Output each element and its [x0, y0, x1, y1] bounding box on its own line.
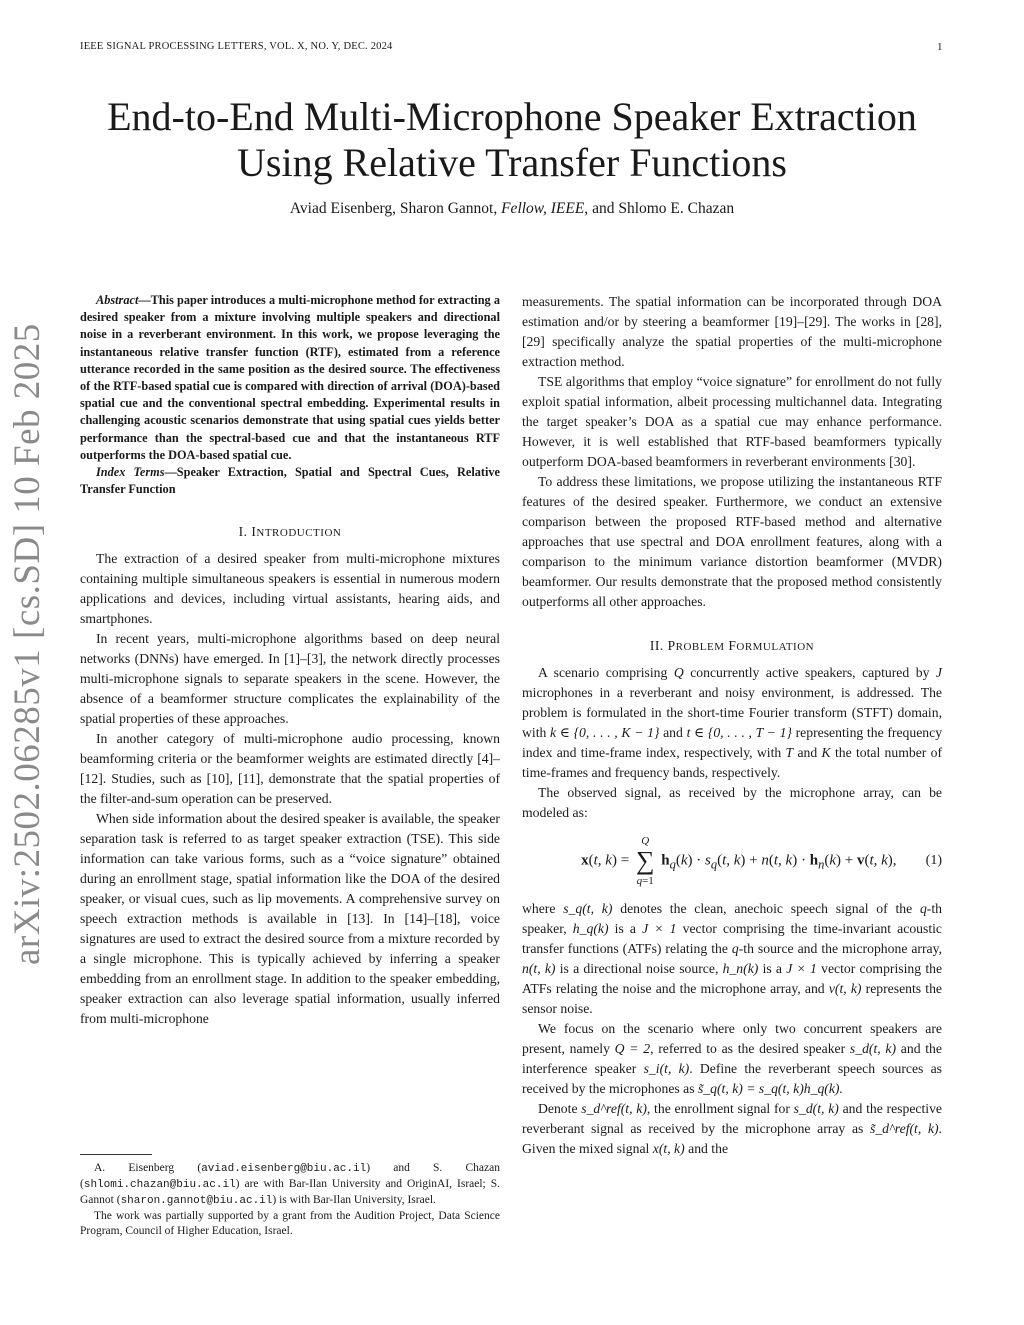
author-names-2: and Shlomo E. Chazan [592, 200, 735, 217]
left-column [80, 292, 500, 1029]
abstract [80, 292, 500, 464]
intro-paragraph: The extraction of a desired speaker from multi-microphone mixtures containing multiple simultaneous speakers is essential in numerous modern applications and devices, including virtual assistants, hearing aids, and smartphones. [80, 551, 500, 627]
equation-1 [522, 829, 942, 893]
paragraph: The observed signal, as received by the microphone array, can be modeled as: [522, 785, 942, 820]
paragraph: A scenario comprising Q concurrently active speakers, captured by J microphones in a reverberant and noisy environment, is addressed. The problem is formulated in the short-time Fourier transform (STFT) domain, with k ∈ {0, . . . , K − 1} and t ∈ {0, . . . , T − 1} representing the frequency index and time-frame index, respectively, with T and K the total number of time-frames and frequency bands, respectively. [522, 665, 943, 780]
intro-paragraph: In recent years, multi-microphone algorithms based on deep neural networks (DNNs) have emerged. In [1]–[3], the network directly processes multi-microphone signals to separate speakers in the scene. However, the absence of a beamformer structure complicates the explainability of the spatial properties of these approaches. [80, 631, 500, 727]
intro-paragraph: In another category of multi-microphone audio processing, known beamforming criteria or the beamformer weights are estimated directly [4]–[12]. Studies, such as [10], [11], demonstrate that the spatial properties of the filter-and-sum operation can be preserved. [80, 731, 500, 807]
email-link[interactable]: aviad.eisenberg@biu.ac.il [201, 1163, 367, 1175]
index-terms-text: —Speaker Extraction, Spatial and Spectral Cues, Relative Transfer Function [80, 465, 501, 497]
author-fellow: Fellow, IEEE, [501, 200, 589, 217]
abstract-label: Abstract [96, 293, 139, 307]
paragraph: where s_q(t, k) denotes the clean, anechoic speech signal of the q-th speaker, h_q(k) is a J × 1 vector comprising the time-invariant acoustic transfer functions (ATFs) relating the q-th source and the microphone array, n(t, k) is a directional noise source, h_n(k) is a J × 1 vector comprising the ATFs relating the noise and the microphone array, and v(t, k) represents the sensor noise. [522, 901, 943, 1016]
email-link[interactable]: shlomi.chazan@biu.ac.il [83, 1179, 236, 1191]
page-number: 1 [937, 41, 943, 53]
journal-header: IEEE SIGNAL PROCESSING LETTERS, VOL. X, NO. Y, DEC. 2024 [80, 41, 393, 52]
section-heading-problem-formulation: II. PROBLEM FORMULATION [649, 638, 815, 653]
paragraph: measurements. The spatial information can be incorporated through DOA estimation and/or by steering a beamformer [19]–[29]. The works in [28], [29] specifically analyze the spatial properties of the multi-microphone extraction method. [522, 294, 942, 369]
paper-title: End-to-End Multi-Microphone Speaker Extraction Using Relative Transfer Functions [107, 94, 917, 185]
equation-body: x(t, k) = Q ∑ q=1 $h_q(k) \cdot s_q(t$, k) + n(t, $k) \cdot h_n(k) + v(t$, k), [581, 835, 897, 887]
right-column [522, 292, 942, 1159]
email-link[interactable]: sharon.gannot@biu.ac.il [120, 1195, 273, 1207]
footnotes [80, 1161, 500, 1239]
paragraph: TSE algorithms that employ “voice signature” for enrollment do not fully exploit spatial information, albeit processing multichannel data. Integrating the target speaker’s DOA as a spatial cue may enhance performance. However, it is well established that RTF-based beamformers typically outperform DOA-based beamformers in reverberant environments [30]. [522, 374, 942, 469]
equation-number: (1) [925, 853, 942, 868]
author-line [70, 200, 954, 218]
footnote-rule [80, 1154, 152, 1155]
footnote-affiliation: A. Eisenberg (aviad.eisenberg@biu.ac.il) and S. Chazan (shlomi.chazan@biu.ac.il) are with Bar-Ilan University and OriginAI, Israel; S. Gannot (sharon.gannot@biu.ac.il) is with Bar-Ilan University, Israel. [80, 1162, 500, 1207]
footnote-funding: The work was partially supported by a grant from the Audition Project, Data Science Program, Council of Higher Education, Israel. [80, 1210, 500, 1237]
paragraph: Denote s_d^ref(t, k), the enrollment signal for s_d(t, k) and the respective reverberant signal as received by the microphone array as s̃_d^ref(t, k). Given the mixed signal x(t, k) and the [522, 1101, 943, 1156]
section-numeral: I. [238, 524, 248, 540]
arxiv-watermark: arXiv:2502.06285v1 [cs.SD] 10 Feb 2025 [7, 323, 48, 965]
section-heading-introduction: I. INTRODUCTION [238, 524, 342, 540]
paragraph: To address these limitations, we propose utilizing the instantaneous RTF features of the desired speaker. Furthermore, we conduct an extensive comparison between the proposed RTF-based method and alternative approaches that use spectral and DOA enrollment features, along with a comparison to the minimum variance distortion beamformer (MVDR) beamformer. Our results demonstrate that the proposed method consistently outperforms all other approaches. [522, 474, 942, 609]
paragraph: We focus on the scenario where only two concurrent speakers are present, namely Q = 2, referred to as the desired speaker s_d(t, k) and the interference speaker s_i(t, k). Define the reverberant speech sources as received by the microphones as s̃_q(t, k) = s_q(t, k)h_q(k). [522, 1021, 942, 1096]
intro-paragraph: When side information about the desired speaker is available, the speaker separation task is referred to as target speaker extraction (TSE). This side information can take various forms, such as a “voice signature” obtained during an enrollment stage, spatial information like the DOA of the desired speaker, or visual cues, such as lip movements. A comprehensive survey on speech extraction methods is available in [13]. In [14]–[18], voice signatures are used to extract the desired source from a mixture recorded by a single microphone. This is typically achieved by inferring a speaker embedding from an enrollment stage. In addition to the speaker embedding, speaker extraction can also leverage spatial information, usually inferred from multi-microphone [80, 811, 500, 1027]
abstract-text: —This paper introduces a multi-microphone method for extracting a desired speaker from a mixture involving multiple speakers and directional noise in a reverberant environment. In this work, we propose leveraging the instantaneous relative transfer function (RTF), estimated from a reference utterance recorded in the same position as the desired source. The effectiveness of the RTF-based spatial cue is compared with direction of arrival (DOA)-based spatial cue and the conventional spectral embedding. Experimental results in challenging acoustic scenarios demonstrate that using spatial cues yields better performance than the spectral-based cue and that the instantaneous RTF outperforms the DOA-based spatial cue. [80, 293, 500, 462]
index-terms-label: Index Terms [96, 465, 165, 480]
author-names-1: Aviad Eisenberg, Sharon Gannot, [289, 200, 498, 217]
index-terms [80, 464, 500, 498]
